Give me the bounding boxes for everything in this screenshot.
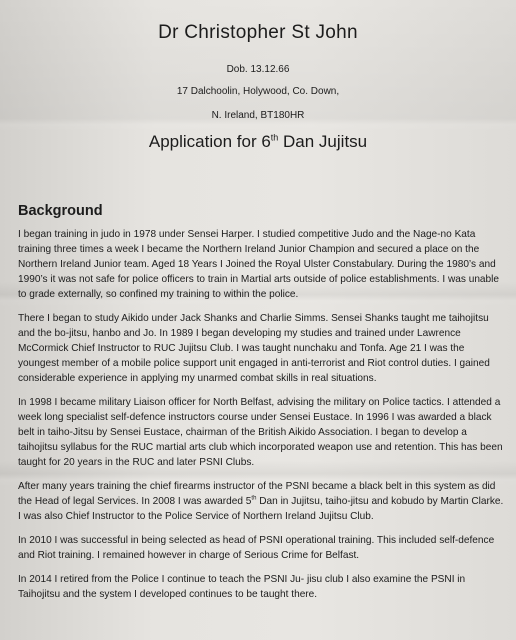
application-title-ordinal: th <box>270 132 279 143</box>
document-body <box>18 203 506 611</box>
date-of-birth: Dob. 13.12.66 <box>226 64 290 75</box>
paragraph-aikido-study: There I began to study Aikido under Jack Shanks and Charlie Simms. Sensei Shanks taught me taihojitsu and the bo-jitsu, hanbo and Jo. In 1989 I began developing my studies and trained under Lawrence McCormick Chief Instructor to RUC Jujitsu Club. I was taught nunchaku and Tonfa. Age 21 I was the youngest member of a mobile police support unit engaged in anti-terrorist and Riot control duties. I gained considerable experience in applying my unarmed combat skills in real situations. <box>18 313 490 384</box>
application-title-suffix: Dan Jujitsu <box>278 132 368 151</box>
author-name: Dr Christopher St John <box>158 22 358 43</box>
application-title-prefix: Application for 6 <box>148 132 271 151</box>
paragraph-retirement: In 2014 I retired from the Police I continue to teach the PSNI Ju- jisu club I also examine the PSNI in Taihojitsu and the system I developed continues to be taught there. <box>18 574 466 600</box>
address-line-1: 17 Dalchoolin, Holywood, Co. Down, <box>176 86 340 97</box>
paragraph-judo-beginnings: I began training in judo in 1978 under Sensei Harper. I studied competitive Judo and the Nage-no Kata training three times a week I became the Northern Ireland Junior Champion and secured a place on the Northern Ireland Junior team. Aged 18 Years I Joined the Royal Ulster Constabulary. During the 1980’s and 1990’s it was not safe for police officers to train in Martial arts outside of police establishments. I was unable to grade externally, so confined my training to within the police. <box>18 229 500 300</box>
application-title <box>0 132 516 152</box>
paragraph-fifth-dan-part2: Dan in Jujitsu, taiho-jitsu and kobudo by Martin Clarke. I was also Chief Instructor to the Police Service of Northern Ireland Jujitsu Club. <box>18 496 504 522</box>
section-heading: Background <box>18 203 103 219</box>
paragraph-fifth-dan <box>18 479 506 524</box>
address-line-2: N. Ireland, BT180HR <box>211 110 305 121</box>
paragraph-fifth-dan-part1: After many years training the chief firearms instructor of the PSNI became a black belt in this system as did the Head of legal Services. In 2008 I was awarded 5 <box>18 481 496 507</box>
paragraph-liaison-officer: In 1998 I became military Liaison officer for North Belfast, advising the military on Police tactics. I attended a week long specialist self-defence instructors course under Sensei Eustace. In 1996 I was awarded a black belt in taiho-Jitsu by Sensei Eustace, chairman of the British Aikido Association. I began to develop a taihojitsu syllabus for the RUC martial arts club which incorporated weapon use and retention. This has been taught for 20 years in the RUC and later PSNI Clubs. <box>18 397 503 468</box>
paragraph-fifth-dan-ordinal: th <box>251 495 257 502</box>
paragraph-operational-training: In 2010 I was successful in being selected as head of PSNI operational training. This included self-defence and Riot training. I remained however in charge of Serious Crime for Belfast. <box>18 535 495 561</box>
